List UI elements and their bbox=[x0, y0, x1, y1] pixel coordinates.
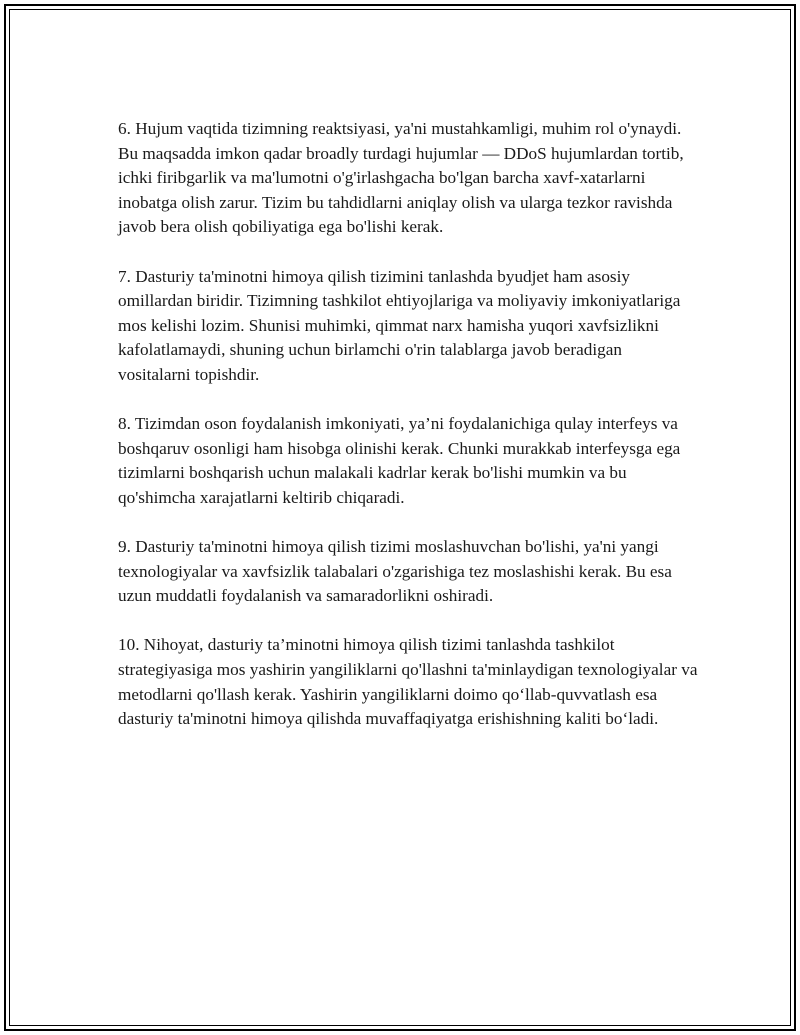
document-body bbox=[118, 117, 698, 756]
paragraph-7: 7. Dasturiy ta'minotni himoya qilish tizimini tanlashda byudjet ham asosiy omillardan biridir. Tizimning tashkilot ehtiyojlariga va moliyaviy imkoniyatlariga mos kelishi lozim. Shunisi muhimki, qimmat narx hamisha yuqori xavfsizlikni kafolatlamaydi, shuning uchun birlamchi o'rin talablarga javob beradigan vositalarni topishdir. bbox=[118, 266, 681, 384]
paragraph-8: 8. Tizimdan oson foydalanish imkoniyati, ya’ni foydalanichiga qulay interfeys va boshqaruv osonligi ham hisobga olinishi kerak. Chunki murakkab interfeysga ega tizimlarni boshqarish uchun malakali kadrlar kerak bo'lishi mumkin va bu qo'shimcha xarajatlarni keltirib chiqaradi. bbox=[118, 414, 681, 507]
paragraph-10: 10. Nihoyat, dasturiy ta’minotni himoya qilish tizimi tanlashda tashkilot strategiyasiga mos yashirin yangiliklarni qo'llashni ta'minlaydigan texnologiyalar va metodlarni qo'llash kerak. Yashirin yangiliklarni doimo qo‘llab-quvvatlash esa dasturiy ta'minotni himoya qilishda muvaffaqiyatga erishishning kaliti bo‘ladi. bbox=[118, 635, 698, 729]
paragraph-6: 6. Hujum vaqtida tizimning reaktsiyasi, ya'ni mustahkamligi, muhim rol o'ynaydi. Bu maqsadda imkon qadar broadly turdagi hujumlar — DDoS hujumlardan tortib, ichki firibgarlik va ma'lumotni o'g'irlashgacha bo'lgan barcha xavf-xatarlarni inobatga olish zarur. Tizim bu tahdidlarni aniqlay olish va ularga tezkor ravishda javob bera olish qobiliyatiga ega bo'lishi kerak. bbox=[118, 119, 684, 237]
paragraph-9: 9. Dasturiy ta'minotni himoya qilish tizimi moslashuvchan bo'lishi, ya'ni yangi texnologiyalar va xavfsizlik talabalari o'zgarishiga tez moslashishi kerak. Bu esa uzun muddatli foydalanish va samaradorlikni oshiradi. bbox=[118, 537, 672, 606]
